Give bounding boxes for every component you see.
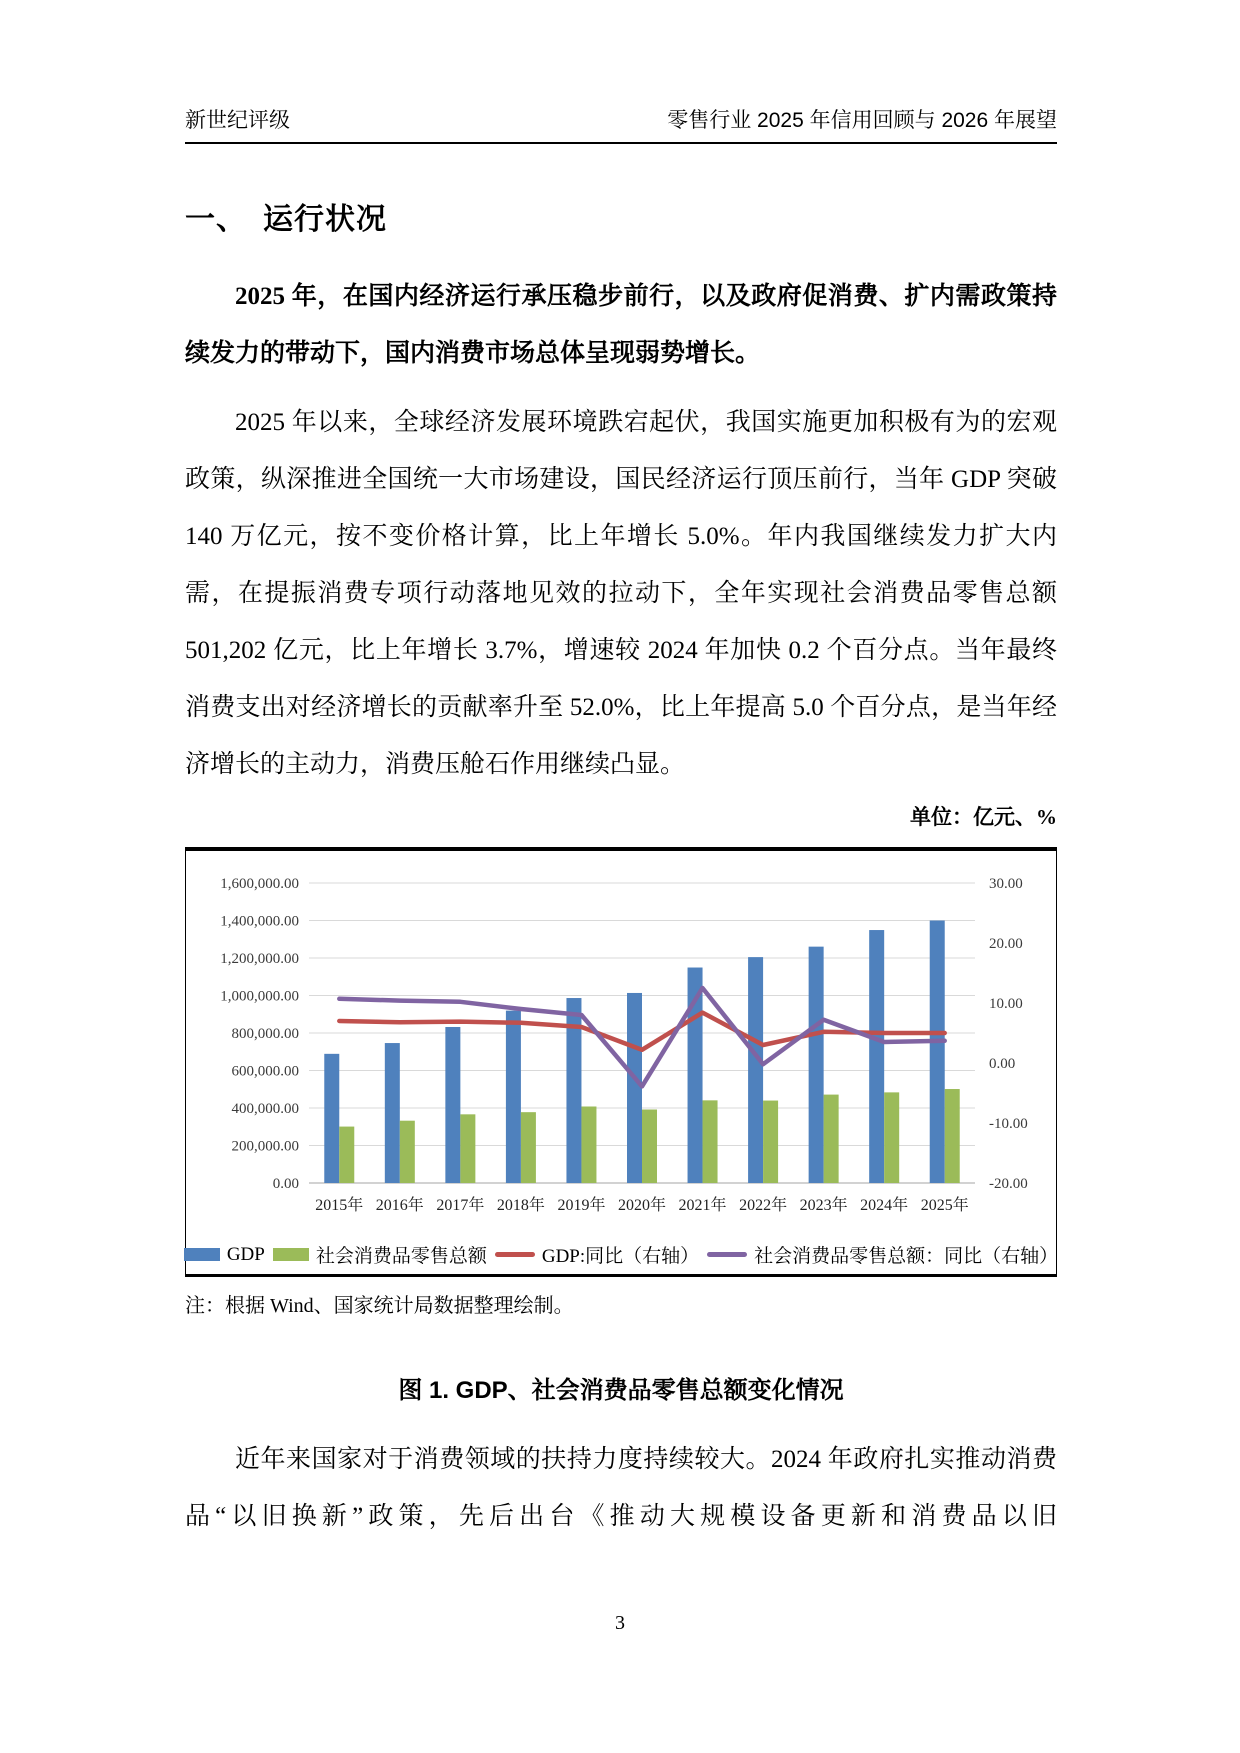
bar-gdp	[869, 930, 884, 1183]
bar-retail	[703, 1100, 718, 1183]
figure1-chart	[187, 863, 1055, 1237]
legend-label: GDP:同比（右轴）	[541, 1246, 700, 1267]
left-axis-tick: 1,600,000.00	[220, 876, 299, 892]
left-axis-tick: 1,400,000.00	[220, 913, 299, 930]
x-axis-label: 2023年	[799, 1197, 848, 1214]
x-axis-label: 2022年	[739, 1197, 788, 1214]
x-axis-label: 2017年	[436, 1197, 485, 1214]
bar-gdp	[627, 993, 642, 1183]
section-title: 一、 运行状况	[185, 203, 387, 236]
document-header	[185, 0, 1057, 144]
legend-label: GDP	[226, 1243, 265, 1265]
page-number: 3	[615, 1612, 625, 1634]
legend-bar-swatch	[184, 1248, 220, 1261]
legend-label: 社会消费品零售总额	[315, 1246, 487, 1267]
bar-gdp	[809, 947, 824, 1183]
bar-retail	[521, 1112, 536, 1183]
bar-retail	[400, 1121, 415, 1183]
left-axis-tick: 1,200,000.00	[220, 951, 299, 967]
left-axis-tick: 0.00	[272, 1176, 299, 1192]
chart-unit-label: 单位：亿元、%	[910, 805, 1057, 829]
legend-item	[495, 1241, 699, 1268]
bar-gdp	[930, 921, 945, 1184]
legend-item	[184, 1244, 265, 1266]
legend-item	[273, 1241, 487, 1268]
right-axis-tick: -20.00	[989, 1176, 1028, 1192]
lead-paragraph: 2025 年，在国内经济运行承压稳步前行，以及政府促消费、扩内需政策持续发力的带动下，国内消费市场总体呈现弱势增长。	[185, 283, 1057, 367]
bar-gdp	[506, 1011, 521, 1183]
legend-line-swatch	[495, 1252, 535, 1257]
body-paragraph-1: 2025 年以来，全球经济发展环境跌宕起伏，我国实施更加积极有为的宏观政策，纵深推进全国统一大市场建设，国民经济运行顶压前行，当年 GDP 突破 140 万亿元，按不变价格计算，比上年增长 5.0%。年内我国继续发力扩大内需，在提振消费专项行动落地见效的拉动下，全年实现社会消费品零售总额 501,202 亿元，比上年增长 3.7%，增速较 2024 年加快 0.2 个百分点。当年最终消费支出对经济增长的贡献率升至 52.0%，比上年提高 5.0 个百分点，是当年经济增长的主动力，消费压舱石作用继续凸显。	[185, 409, 1057, 778]
x-axis-label: 2024年	[860, 1197, 909, 1214]
right-axis-tick: 0.00	[989, 1056, 1016, 1072]
right-axis-tick: 30.00	[989, 876, 1023, 892]
left-axis-tick: 400,000.00	[231, 1101, 299, 1117]
legend-label: 社会消费品零售总额：同比（右轴）	[754, 1246, 1059, 1267]
page-content	[185, 0, 1057, 1545]
bar-gdp	[748, 957, 763, 1183]
left-axis-tick: 1,000,000.00	[220, 988, 299, 1005]
left-axis-tick: 800,000.00	[231, 1026, 299, 1042]
bar-retail	[824, 1095, 839, 1183]
x-axis-label: 2015年	[315, 1197, 364, 1214]
left-axis-tick: 600,000.00	[231, 1063, 299, 1080]
chart-legend	[186, 1241, 1059, 1268]
bar-gdp	[445, 1027, 460, 1183]
figure1-box	[185, 847, 1057, 1277]
x-axis-label: 2018年	[496, 1197, 545, 1214]
x-axis-label: 2021年	[678, 1197, 727, 1214]
header-right-title: 零售行业 2025 年信用回顾与 2026 年展望	[667, 109, 1057, 132]
x-axis-label: 2019年	[557, 1197, 606, 1214]
bar-retail	[581, 1106, 596, 1183]
figure-caption: 图 1. GDP、社会消费品零售总额变化情况	[398, 1377, 844, 1404]
bar-retail	[763, 1101, 778, 1183]
bar-retail	[460, 1114, 475, 1183]
left-axis-tick: 200,000.00	[231, 1138, 299, 1155]
header-left-title: 新世纪评级	[185, 109, 290, 132]
right-axis-tick: 10.00	[989, 996, 1023, 1012]
right-axis-tick: -10.00	[989, 1116, 1028, 1132]
body-paragraph-2: 近年来国家对于消费领域的扶持力度持续较大。2024 年政府扎实推动消费品“以旧换新”政策，先后出台《推动大规模设备更新和消费品以旧	[185, 1446, 1057, 1530]
bar-retail	[642, 1110, 657, 1183]
bar-gdp	[385, 1043, 400, 1183]
legend-line-swatch	[707, 1252, 747, 1257]
bar-gdp	[324, 1054, 339, 1183]
bar-retail	[339, 1127, 354, 1183]
x-axis-label: 2016年	[375, 1197, 424, 1214]
figure-source-note: 注：根据 Wind、国家统计局数据整理绘制。	[185, 1295, 574, 1317]
legend-item	[707, 1241, 1058, 1268]
bar-retail	[884, 1092, 899, 1183]
bar-retail	[945, 1089, 960, 1183]
legend-bar-swatch	[273, 1248, 309, 1261]
x-axis-label: 2020年	[617, 1197, 667, 1214]
right-axis-tick: 20.00	[989, 936, 1023, 952]
x-axis-label: 2025年	[920, 1197, 969, 1214]
